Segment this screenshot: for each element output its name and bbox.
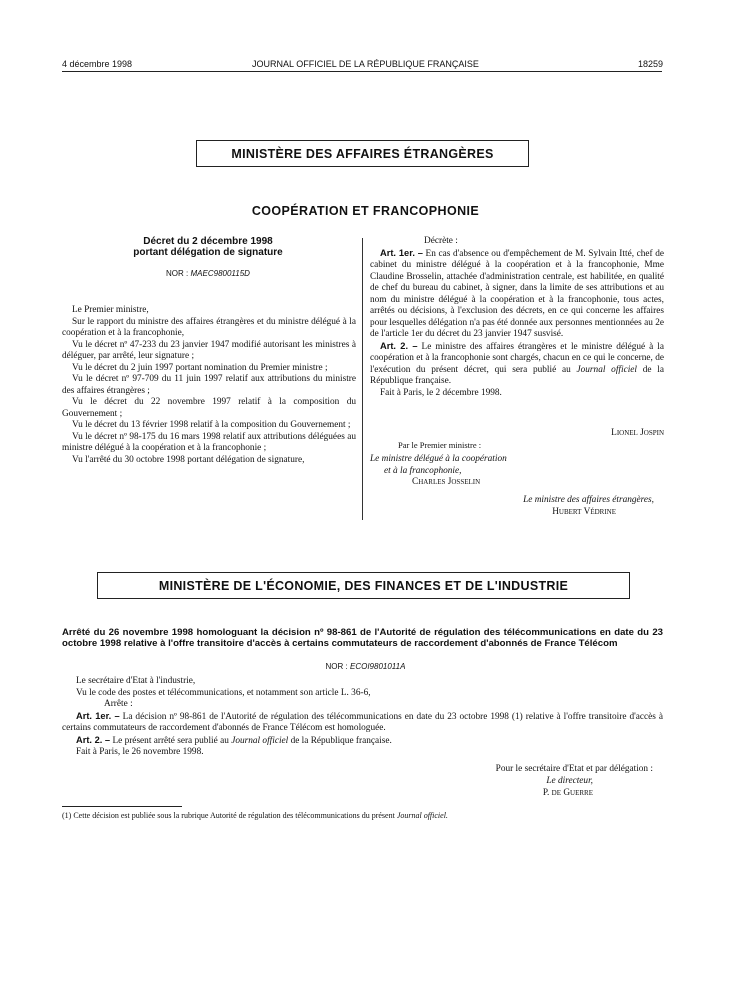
arrete-title: Arrêté du 26 novembre 1998 homologuant la décision nº 98-861 de l'Autorité de régulation des télécommunications en date du 23 octobre 1998 relative à l'offre transitoire d'accès à certains commutateurs de raccordement d'abonnés de France Télécom (62, 627, 663, 649)
footnote-text: (1) Cette décision est publiée sous la rubrique Autorité de régulation des télécommunications du présent (62, 811, 395, 820)
signature-role-1b: et à la francophonie, (384, 465, 462, 476)
visa-paragraph: Vu le décret du 13 février 1998 relatif à la composition du Gouvernement ; (72, 420, 351, 430)
visa-paragraph: Vu le décret du 2 juin 1997 portant nomination du Premier ministre ; (72, 362, 328, 373)
arrete-paragraph: Le secrétaire d'Etat à l'industrie, (76, 676, 196, 686)
par-le-premier-ministre: Par le Premier ministre : (398, 440, 482, 450)
nor-label: NOR : (166, 269, 189, 278)
signature-name-1: Charles Josselin (412, 477, 481, 487)
arrete-paragraph: Vu le code des postes et télécommunications, et notamment son article L. 36-6, (76, 687, 371, 698)
decree-title (62, 236, 354, 258)
arrete-article-1-label: Art. 1er. – (76, 710, 120, 721)
visa-paragraph: Vu le décret du 22 novembre 1997 relatif à la composition du Gouvernement ; (62, 397, 356, 419)
visa-paragraph: Vu le décret nº 98-175 du 16 mars 1998 relatif aux attributions déléguées au ministre délégué à la coopération et à la francophonie ; (62, 431, 356, 453)
header-date: 4 décembre 1998 (62, 59, 133, 69)
decree-articles (370, 236, 664, 399)
decree-title-line2: portant délégation de signature (133, 247, 283, 258)
arrete-fait: Fait à Paris, le 26 novembre 1998. (76, 747, 204, 757)
arrete-article-2-text-b: de la République française. (290, 735, 392, 746)
article-2-journal: Journal officiel (576, 364, 637, 375)
visa-paragraph: Le Premier ministre, (72, 305, 149, 315)
column-divider (362, 238, 363, 520)
arrete-body (62, 676, 663, 759)
arrete-article-2-journal: Journal officiel (231, 735, 289, 746)
header-rule (62, 71, 662, 72)
fait-a-paris: Fait à Paris, le 2 décembre 1998. (380, 387, 502, 398)
visa-paragraph: Vu l'arrêté du 30 octobre 1998 portant délégation de signature, (72, 454, 305, 465)
decree-nor (62, 269, 354, 278)
visa-paragraph: Sur le rapport du ministre des affaires étrangères et du ministre délégué à la coopération et à la francophonie, (62, 316, 356, 338)
signature-premier-ministre: Lionel Jospin (611, 428, 664, 438)
nor-code: ECOI9801011A (350, 662, 406, 671)
arrete-article-2-label: Art. 2. – (76, 734, 111, 745)
article-1-label: Art. 1er. – (380, 247, 423, 258)
visa-paragraph: Vu le décret nº 97-709 du 11 juin 1997 relatif aux attributions du ministre des affaires étrangères ; (62, 374, 356, 396)
arrete-signature-line: Pour le secrétaire d'Etat et par délégation : (495, 764, 653, 774)
arrete-article-1-text: La décision nº 98-861 de l'Autorité de régulation des télécommunications en date du 23 octobre 1998 (1) relative à l'offre transitoire d'accès à certains commutateurs de raccordement d'abonnés de France Télécom est homologuée. (62, 711, 663, 733)
arrete-article-2 (62, 735, 663, 748)
article-1 (370, 248, 664, 341)
decree-visas (62, 305, 356, 466)
decree-title-line1: Décret du 2 décembre 1998 (143, 236, 273, 247)
decrete-label: Décrète : (424, 236, 458, 246)
ministry-2-title-box (97, 572, 630, 599)
footnote-rule (62, 806, 182, 807)
arrete-nor (0, 662, 731, 671)
article-1-text: En cas d'absence ou d'empêchement de M. Sylvain Itté, chef de cabinet du ministre délégué à la coopération et à la francophonie, Mme Claudine Brosselin, attachée d'administration centrale, est habilitée, en qualité de chef du bureau du cabinet, à signer, dans la limite de ses attributions et au nom du ministre délégué à la coopération et à la francophonie, tous actes, arrêtés ou décisions, à l'exclusion des décrets, en ce qui concerne les affaires pour lesquelles délégation n'a pas été donnée aux personnes mentionnées au 2e de l'article 1er du décret du 23 janvier 1947 susvisé. (370, 248, 664, 339)
header-journal-title: JOURNAL OFFICIEL DE LA RÉPUBLIQUE FRANÇAISE (252, 59, 479, 69)
signature-role-1a: Le ministre délégué à la coopération (370, 454, 507, 464)
visa-paragraph: Vu le décret nº 47-233 du 23 janvier 1947 modifié autorisant les ministres à déléguer, par arrêté, leur signature ; (62, 339, 356, 361)
footnote (62, 811, 663, 820)
article-2-label: Art. 2. – (380, 340, 418, 351)
arrete-label: Arrête : (104, 699, 133, 709)
ministry-2-title: MINISTÈRE DE L'ÉCONOMIE, DES FINANCES ET DE L'INDUSTRIE (158, 578, 569, 593)
nor-label: NOR : (325, 662, 348, 671)
arrete-article-1 (62, 711, 663, 735)
ministry-title-box (196, 140, 529, 167)
signature-name-2: Hubert Védrine (552, 507, 616, 517)
arrete-signature-role: Le directeur, (546, 776, 593, 786)
nor-code: MAEC9800115D (190, 269, 250, 278)
ministry-title: MINISTÈRE DES AFFAIRES ÉTRANGÈRES (231, 146, 494, 161)
signature-role-1 (370, 454, 507, 477)
arrete-signature-name: P. de Guerre (542, 788, 593, 798)
footnote-journal: Journal officiel. (396, 811, 448, 820)
section-title: COOPÉRATION ET FRANCOPHONIE (251, 204, 480, 218)
article-2-text-b: de la République française. (370, 364, 665, 386)
arrete-article-2-text-a: Le présent arrêté sera publié au (112, 735, 229, 746)
signature-role-2: Le ministre des affaires étrangères, (523, 495, 654, 505)
article-2 (370, 341, 664, 388)
header-page-number: 18259 (637, 59, 663, 69)
article-2-text-a: Le ministre des affaires étrangères et le ministre délégué à la coopération et à la francophonie sont chargés, chacun en ce qui le concerne, de l'exécution du présent décret, qui sera publié au (370, 341, 665, 375)
